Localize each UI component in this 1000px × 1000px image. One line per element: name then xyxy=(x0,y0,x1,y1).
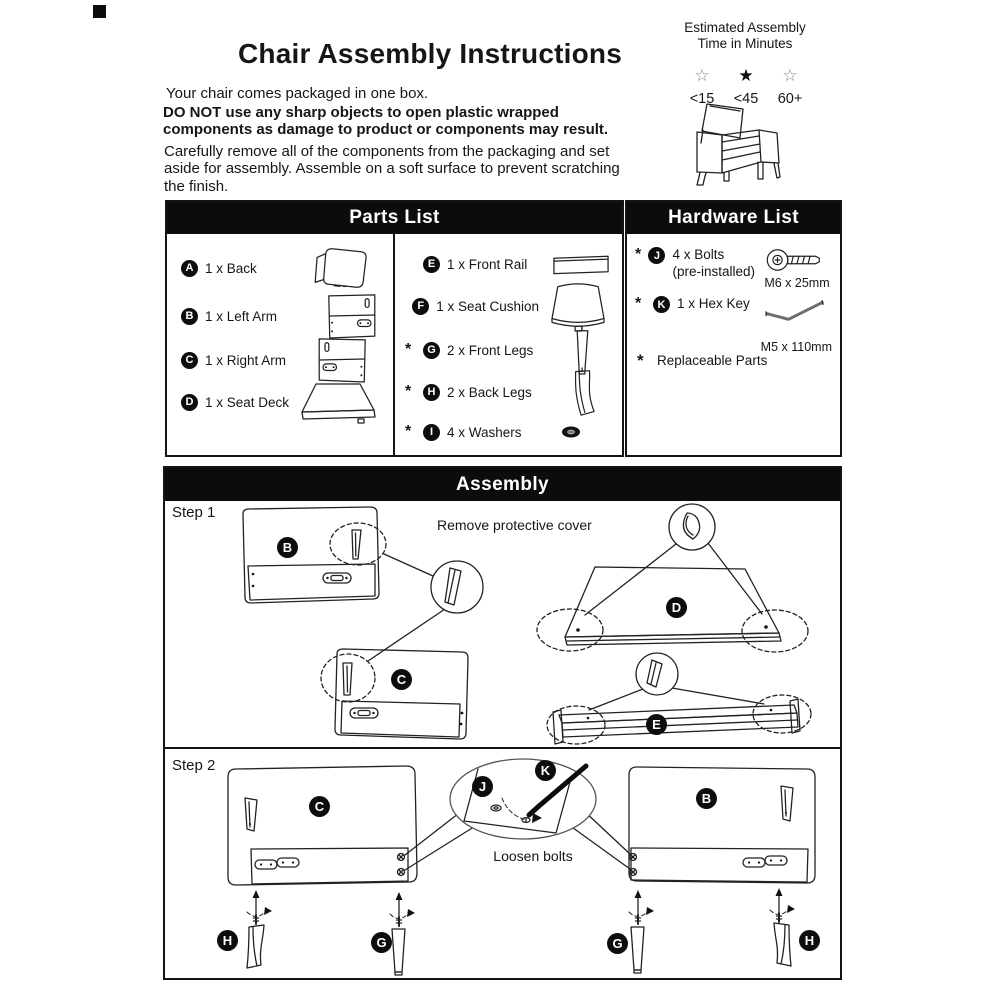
parts-list-item xyxy=(181,293,379,339)
part-label: 1 x Right Arm xyxy=(205,352,287,368)
hardware-list-header: Hardware List xyxy=(627,202,840,234)
step1-label: Step 1 xyxy=(172,504,216,521)
part-label: 1 x Left Arm xyxy=(205,308,278,324)
part-letter-badge: A xyxy=(181,260,198,277)
part-letter-badge: F xyxy=(412,298,429,315)
diagram-leg-badge: G xyxy=(371,932,392,953)
bolt-spec: M6 x 25mm xyxy=(764,276,830,290)
hardware-label: 4 x Bolts xyxy=(672,247,725,262)
time-label: 60+ xyxy=(777,90,803,107)
parts-list-item xyxy=(405,414,610,450)
step2-annotation: Loosen bolts xyxy=(493,848,573,864)
rating-stars-row xyxy=(680,67,835,84)
part-letter-badge: I xyxy=(423,424,440,441)
part-letter-badge: H xyxy=(423,384,440,401)
hardware-letter-badge: K xyxy=(653,296,670,313)
assembly-panel xyxy=(163,466,842,980)
diagram-leg-badge: G xyxy=(607,933,628,954)
diagram-leg-badge: H xyxy=(217,930,238,951)
parts-list-header: Parts List xyxy=(167,202,622,234)
part-letter-badge: B xyxy=(181,308,198,325)
assembly-time-title-line2: Time in Minutes xyxy=(697,36,793,52)
hardware-list-panel xyxy=(625,200,842,457)
hex-key-icon xyxy=(761,296,831,324)
washer-icon xyxy=(558,424,584,440)
right-arm-icon xyxy=(315,337,379,383)
star-outline-icon: ☆ xyxy=(782,65,798,85)
hex-key-spec: M5 x 110mm xyxy=(760,340,832,354)
replaceable-star: * xyxy=(405,341,412,358)
part-letter-badge: C xyxy=(181,352,198,369)
assembly-time-title-line1: Estimated Assembly xyxy=(684,20,806,35)
diagram-part-badge-d: D xyxy=(666,597,687,618)
diagram-part-badge-c: C xyxy=(391,669,412,690)
step1-diagram xyxy=(165,502,840,747)
hardware-label-note: (pre-installed) xyxy=(672,263,755,279)
hardware-letter-badge: J xyxy=(648,247,665,264)
step2-label: Step 2 xyxy=(172,757,216,774)
diagram-part-badge-e: E xyxy=(646,714,667,735)
intro-paragraph-3: Carefully remove all of the components from the packaging and set aside for assembly. Assemble on a soft surface to prevent scratching the finish. xyxy=(164,143,620,195)
diagram-leg-badge: H xyxy=(799,930,820,951)
step1-annotation: Remove protective cover xyxy=(437,517,592,533)
part-label: 1 x Front Rail xyxy=(447,256,528,272)
armchair-icon xyxy=(684,100,796,188)
corner-mark xyxy=(93,5,106,18)
diagram-part-badge-c: C xyxy=(309,796,330,817)
intro-paragraph-1: Your chair comes packaged in one box. xyxy=(166,85,429,102)
part-label: 2 x Front Legs xyxy=(447,342,534,358)
back-leg-icon xyxy=(566,367,600,417)
assembly-time-block xyxy=(655,20,835,107)
seat-deck-icon xyxy=(296,380,380,424)
replaceable-star: * xyxy=(635,295,642,312)
time-label: <15 xyxy=(689,90,715,107)
parts-list-item xyxy=(405,244,610,284)
bolt-icon xyxy=(762,247,832,273)
part-label: 4 x Washers xyxy=(447,424,522,440)
part-letter-badge: E xyxy=(423,256,440,273)
diagram-part-badge-j: J xyxy=(472,776,493,797)
back-panel-icon xyxy=(305,245,379,291)
part-label: 1 x Seat Cushion xyxy=(436,298,539,314)
intro-paragraph-2: DO NOT use any sharp objects to open plastic wrapped components as damage to product or components may result. xyxy=(163,104,609,139)
parts-list-item xyxy=(181,245,379,291)
diagram-part-badge-b: B xyxy=(277,537,298,558)
replaceable-note-text: Replaceable Parts xyxy=(657,353,768,368)
part-label: 2 x Back Legs xyxy=(447,384,532,400)
assembly-header: Assembly xyxy=(165,468,840,501)
hardware-item xyxy=(635,296,832,354)
parts-list-item xyxy=(181,379,379,425)
replaceable-star: * xyxy=(637,351,644,370)
part-letter-badge: D xyxy=(181,394,198,411)
part-letter-badge: G xyxy=(423,342,440,359)
parts-list-item xyxy=(181,337,379,383)
replaceable-star: * xyxy=(405,423,412,440)
front-rail-icon xyxy=(552,253,610,275)
parts-list-item xyxy=(405,286,610,326)
replaceable-parts-note xyxy=(637,352,767,369)
hardware-label: 1 x Hex Key xyxy=(677,296,750,311)
parts-list-item xyxy=(405,330,610,370)
parts-list-panel xyxy=(165,200,624,457)
page-title: Chair Assembly Instructions xyxy=(237,38,622,69)
star-filled-icon: ★ xyxy=(738,65,754,85)
diagram-part-badge-b: B xyxy=(696,788,717,809)
replaceable-star: * xyxy=(635,246,642,263)
diagram-part-badge-k: K xyxy=(535,760,556,781)
hardware-item xyxy=(635,247,832,290)
time-label: <45 xyxy=(733,90,759,107)
replaceable-star: * xyxy=(405,383,412,400)
star-outline-icon: ☆ xyxy=(694,65,710,85)
part-label: 1 x Back xyxy=(205,260,257,276)
left-arm-icon xyxy=(315,293,379,339)
part-label: 1 x Seat Deck xyxy=(205,394,290,410)
parts-list-divider xyxy=(393,234,395,455)
parts-list-item xyxy=(405,372,610,412)
